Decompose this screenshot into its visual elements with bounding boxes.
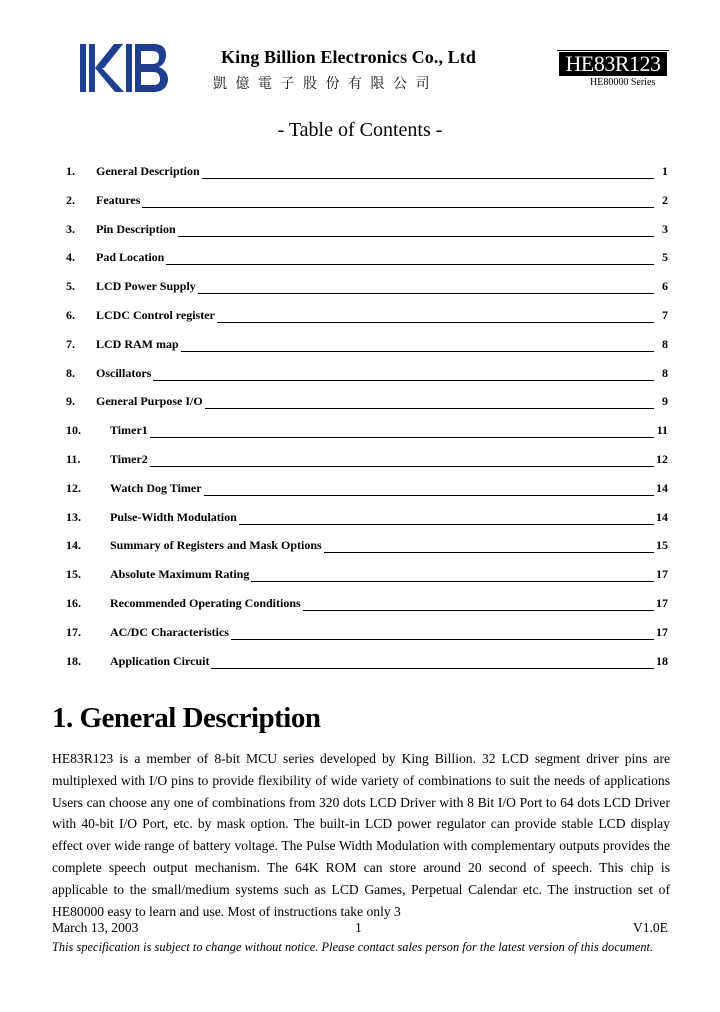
toc-entry-page: 18 (656, 653, 668, 668)
toc-entry-number: 10. (66, 423, 81, 438)
toc-leader-line (211, 656, 654, 669)
toc-entry-number: 5. (66, 279, 75, 294)
toc-entry[interactable] (0, 390, 720, 412)
toc-leader-line (178, 224, 654, 237)
toc-entry-page: 9 (662, 394, 668, 409)
toc-entry[interactable] (0, 563, 720, 585)
toc-entry[interactable] (0, 506, 720, 528)
footer-date: March 13, 2003 (52, 920, 139, 935)
toc-entry[interactable] (0, 477, 720, 499)
toc-entry-page: 17 (656, 596, 668, 610)
toc-entry[interactable] (0, 160, 720, 182)
toc-entry-page: 6 (662, 279, 668, 294)
footer-disclaimer: This specification is subject to change without notice. Please contact sales person for the latest version of this document. (52, 940, 654, 954)
toc-entry-number: 11. (66, 452, 81, 466)
toc-entry-page: 1 (662, 164, 668, 178)
toc-entry-label: AC/DC Characteristics (110, 624, 229, 639)
toc-title: - Table of Contents - (277, 119, 443, 141)
toc-entry-page: 14 (656, 509, 668, 524)
toc-entry-label: Application Circuit (110, 653, 210, 668)
toc-entry-label: Pulse-Width Modulation (110, 509, 237, 524)
toc-entry-page: 17 (656, 567, 668, 582)
toc-entry[interactable] (0, 275, 720, 297)
toc-entry-page: 5 (662, 250, 668, 265)
toc-leader-line (239, 512, 654, 525)
toc-entry-page: 15 (656, 538, 668, 553)
toc-entry[interactable] (0, 592, 720, 614)
toc-entry-number: 9. (66, 394, 75, 409)
series-label: HE80000 Series (590, 77, 656, 88)
toc-entry-label: LCD Power Supply (96, 279, 196, 294)
toc-leader-line (181, 339, 654, 352)
toc-entry[interactable] (0, 650, 720, 672)
toc-entry-label: Oscillators (96, 365, 152, 380)
toc-entry[interactable] (0, 304, 720, 326)
toc-entry[interactable] (0, 534, 720, 556)
toc-entry-number: 13. (66, 509, 81, 524)
toc-leader-line (231, 627, 654, 640)
toc-entry-page: 3 (662, 221, 668, 236)
footer-version: V1.0E (632, 920, 668, 935)
toc-entry-label: LCD RAM map (96, 336, 179, 351)
toc-leader-line (150, 454, 654, 467)
toc-entry-label: Watch Dog Timer (110, 480, 202, 495)
toc-leader-line (205, 396, 654, 409)
toc-entry-page: 2 (662, 192, 668, 207)
toc-entry[interactable] (0, 621, 720, 643)
toc-entry-label: Timer1 (110, 423, 148, 438)
toc-entry-label: Absolute Maximum Rating (110, 567, 250, 582)
toc-leader-line (324, 540, 654, 553)
toc-entry[interactable] (0, 189, 720, 211)
toc-entry-number: 2. (66, 192, 75, 207)
toc-leader-line (202, 166, 654, 179)
toc-entry-number: 1. (66, 164, 75, 178)
toc-entry[interactable] (0, 419, 720, 441)
toc-entry-number: 6. (66, 308, 75, 322)
toc-entry-label: Features (96, 192, 141, 207)
toc-entry-label: LCDC Control register (96, 308, 215, 322)
kb-logo (80, 44, 168, 92)
toc-entry-number: 14. (66, 538, 81, 553)
toc-leader-line (303, 598, 654, 611)
company-name-cn: 凱億電子股份有限公司 (213, 77, 438, 92)
section-body: HE83R123 is a member of 8-bit MCU series developed by King Billion. 32 LCD segment driver pins are multiplexed with I/O pins to provide flexibility of wide variety of combinations to suit the needs of applications Users can choose any one of combinations from 320 dots LCD Driver with 8 Bit I/O Port to 64 dots LCD Driver with 40-bit I/O Port, etc. by mask option. The built-in LCD power regulator can provide stable LCD display effect over wide range of battery voltage. The Pulse Width Modulation with complementary outputs provides the complete speech output mechanism. The 64K ROM can store around 20 second of speech. This chip is applicable to the small/medium systems such as LCD Games, Perpetual Calendar etc. The instruction set of HE80000 easy to learn and use. Most of instructions take only 3 (52, 751, 670, 919)
toc-entry-page: 11 (656, 423, 668, 438)
toc-entry[interactable] (0, 218, 720, 240)
toc-entry-number: 4. (66, 250, 75, 265)
toc-entry-label: Summary of Registers and Mask Options (110, 538, 322, 553)
toc-entry[interactable] (0, 362, 720, 384)
toc-leader-line (142, 195, 654, 208)
toc-entry-label: Recommended Operating Conditions (110, 596, 301, 610)
section-heading: 1. General Description (52, 702, 321, 734)
toc-entry-number: 15. (66, 567, 81, 582)
company-name: King Billion Electronics Co., Ltd (221, 47, 476, 67)
toc-leader-line (166, 252, 654, 265)
toc-entry-page: 7 (662, 308, 668, 322)
toc-leader-line (153, 368, 654, 381)
toc-leader-line (204, 483, 654, 496)
toc-entry-number: 8. (66, 365, 75, 380)
toc-leader-line (217, 310, 654, 323)
toc-entry-number: 16. (66, 596, 81, 610)
toc-entry-label: Timer2 (110, 452, 148, 466)
toc-entry-label: Pin Description (96, 221, 176, 236)
toc-entry[interactable] (0, 246, 720, 268)
toc-entry-number: 17. (66, 624, 81, 639)
model-number: HE83R123 (559, 52, 667, 76)
toc-entry-label: General Purpose I/O (96, 394, 203, 409)
toc-leader-line (198, 281, 654, 294)
toc-entry-label: Pad Location (96, 250, 165, 265)
toc-entry[interactable] (0, 448, 720, 470)
toc-entry[interactable] (0, 333, 720, 355)
toc-entry-page: 8 (662, 336, 668, 351)
toc-entry-page: 12 (656, 452, 668, 466)
toc-entry-label: General Description (96, 164, 200, 178)
toc-entry-page: 17 (656, 624, 668, 639)
footer-page-number: 1 (355, 920, 362, 935)
toc-entry-page: 8 (662, 365, 668, 380)
toc-leader-line (251, 569, 654, 582)
toc-entry-number: 18. (66, 653, 81, 668)
toc-entry-page: 14 (656, 480, 668, 495)
toc-entry-number: 12. (66, 480, 81, 495)
toc-leader-line (150, 425, 654, 438)
toc-entry-number: 3. (66, 221, 75, 236)
toc-entry-number: 7. (66, 336, 75, 351)
